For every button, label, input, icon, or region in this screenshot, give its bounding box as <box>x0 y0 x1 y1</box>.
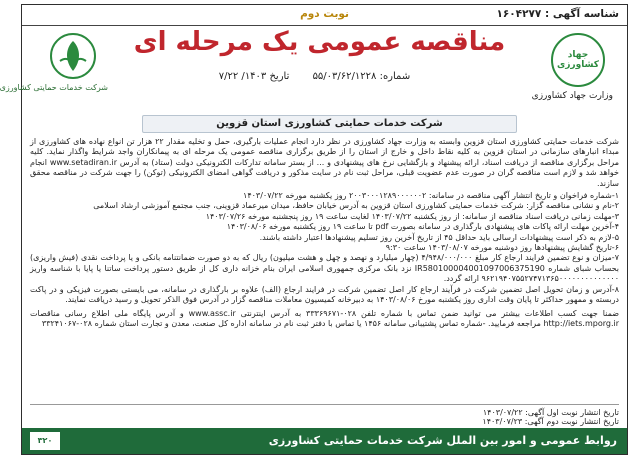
company-logo <box>0 31 108 92</box>
item-4: ۴-آخرین مهلت ارائه پاکات های پیشنهادی بارگذاری در سامانه بصورت pdf تا ساعت ۱۹ روز یکشنبه مورخه ۱۴۰۳/۰۸/۰۶ <box>226 222 619 232</box>
tender-notice <box>0 4 628 455</box>
second-publication-date: تاریخ انتشار نوبت دوم آگهی: ۱۴۰۳/۰۷/۲۳ <box>482 417 619 426</box>
item-3: ۳-مهلت زمانی دریافت اسناد مناقصه از سامانه: از روز یکشنبه ۱۴۰۳/۰۷/۲۲ لغایت ساعت ۱۹ روز پنجشنبه مورخه ۱۴۰۳/۰۷/۲۶ <box>205 211 619 221</box>
footer-code: ۳۲۰ <box>30 432 60 450</box>
letter-date: تاریخ ۱۴۰۳/ ۷/۲۲ <box>218 71 290 82</box>
notice-body <box>30 137 619 399</box>
company-emblem-icon <box>48 31 98 81</box>
footer-text: روابط عمومی و امور بین الملل شرکت خدمات حمایتی کشاورزی <box>268 434 617 447</box>
ministry-name: وزارت جهاد کشاورزی <box>531 91 613 101</box>
company-name: شرکت خدمات حمایتی کشاورزی <box>0 83 108 92</box>
company-title-bar: شرکت خدمات حمایتی کشاورزی استان قزوین <box>142 115 517 133</box>
item-2: ۲-نام و نشانی مناقصه گزار: شرکت خدمات حمایتی کشاورزی استان قزوین به آدرس خیابان حافظ، میدان میرعماد قزوینی، جنب مجتمع آموزشی ارشاد اسلامی <box>93 201 619 211</box>
notice-title: مناقصه عمومی یک مرحله ای <box>133 27 506 57</box>
ministry-logo <box>531 33 613 101</box>
top-info-bar <box>22 5 627 26</box>
jahad-logo-icon <box>551 33 605 87</box>
footer-bar <box>22 428 627 454</box>
item-5: ۵-لازم به ذکر است پیشنهادات ارسالی باید حداقل ۴۵ از تاریخ آخرین روز تسلیم پیشنهادها اعتبار داشته باشند. <box>259 232 619 242</box>
item-6: ۶-تاریخ گشایش پیشنهادها روز دوشنبه مورخه ۱۴۰۳/۰۸/۰۷ ساعت ۹:۳۰ <box>385 243 619 253</box>
item-8: ۸-آدرس و زمان تحویل اصل تضمین شرکت در فرآیند ارجاع کار اصل تضمین شرکت در فرایند ارجاع (الف) علاوه بر بارگذاری در سامانه، می بایستی بصورت فیزیکی و در پاکت دربسته و ممهور حداکثر تا پایان وقت اداری روز یکشنبه مورخ ۱۴۰۳/۰۸/۰۶ به دبیرخانه کمیسیون معاملات مناقصه گزار در آدرس فوق الذکر تحویل و رسید دریافت نمایند. <box>30 284 619 305</box>
notice-header <box>0 25 627 113</box>
publication-dates <box>30 404 619 427</box>
item-1: ۱-شماره فراخوان و تاریخ انتشار آگهی مناقصه در سامانه: ۲۰۰۳۰۰۰۱۲۸۹۰۰۰۰۰۰۲ روز یکشنبه مورخه ۱۴۰۳/۰۷/۲۲ <box>243 191 619 201</box>
closing-paragraph: ضمنا جهت کسب اطلاعات بیشتر می توانید ضمن تماس با شماره تلفن ۰۲۸-۳۳۳۶۹۶۷۱ به آدرس اینترنتی www.assc.ir و آدرس پایگاه ملی اطلاع رسانی مناقصات http://iets.mporg.ir مراجعه فرمایید. -شماره تماس پشتیبانی سامانه ۱۴۵۶ یا تماس با دفتر ثبت نام در سامانه اداره کل صنعت، معدن و تجارت استان شماره ۰۲۸-۳۳۲۴۱۰۶۷ <box>30 308 619 328</box>
letter-number: شماره: ۵۵/۰۳/۶۲/۱۲۲۸ <box>312 71 411 82</box>
first-publication-date: تاریخ انتشار نوبت اول آگهی: ۱۴۰۳/۰۷/۲۲ <box>482 408 619 417</box>
intro-paragraph: شرکت خدمات حمایتی کشاورزی استان قزوین وابسته به وزارت جهاد کشاورزی در نظر دارد انجام عملیات بارگیری، حمل و تخلیه مقدار ۲۲ هزار تن انواع نهاده های کشاورزی از مبداء انبارهای سازمانی در استان قزوین به کلیه نقاط داخل و خارج از استان را از طریق برگزاری مناقصه عمومی یک مرحله ای به پیمانکاران واجد شرایط واگذار نماید. کلیه مراحل برگزاری مناقصه از دریافت اسناد، ارائه پیشنهاد و بازگشایی نرخ های پیشنهادی و ... از بستر سامانه تدارکات الکترونیکی دولت (ستاد) به آدرس www.setadiran.ir انجام خواهد شد و لازم است مناقصه گران در صورت عدم عضویت قبلی، مراحل ثبت نام در سایت مذکور و دریافت گواهی امضای الکترونیکی (توکن) را جهت شرکت در مناقصه محقق سازند. <box>30 137 619 188</box>
item-7: ۷-میزان و نوع تضمین فرایند ارجاع کار مبلغ ۴/۹۴۸/۰۰۰/۰۰۰ (چهار میلیارد و نهصد و چهل و هشت میلیون) ریال که به دو صورت ضمانتنامه بانکی و یا پرداخت نقدی (فیش واریزی) بحساب شبای شماره IR580100004001097006375190 نزد بانک مرکزی جمهوری اسلامی ایران بنام خزانه داری کل از طریق دستور پرداخت ساتنا یا پایا با شناسه واریز ۹۶۲۱۹۴۰۷۵۵۲۷۴۷۱۳۶۵۰۰۰۰۰۰۰۰۰۰۰۰۰۰ ارائه گردد. <box>30 253 620 284</box>
ad-number: شناسه آگهی : ۱۶۰۴۲۷۷ <box>496 8 619 20</box>
notice-meta <box>132 71 497 82</box>
publication-round: نوبت دوم <box>300 8 349 20</box>
jahad-logo-text: جهاد کشاورزی <box>557 50 599 70</box>
